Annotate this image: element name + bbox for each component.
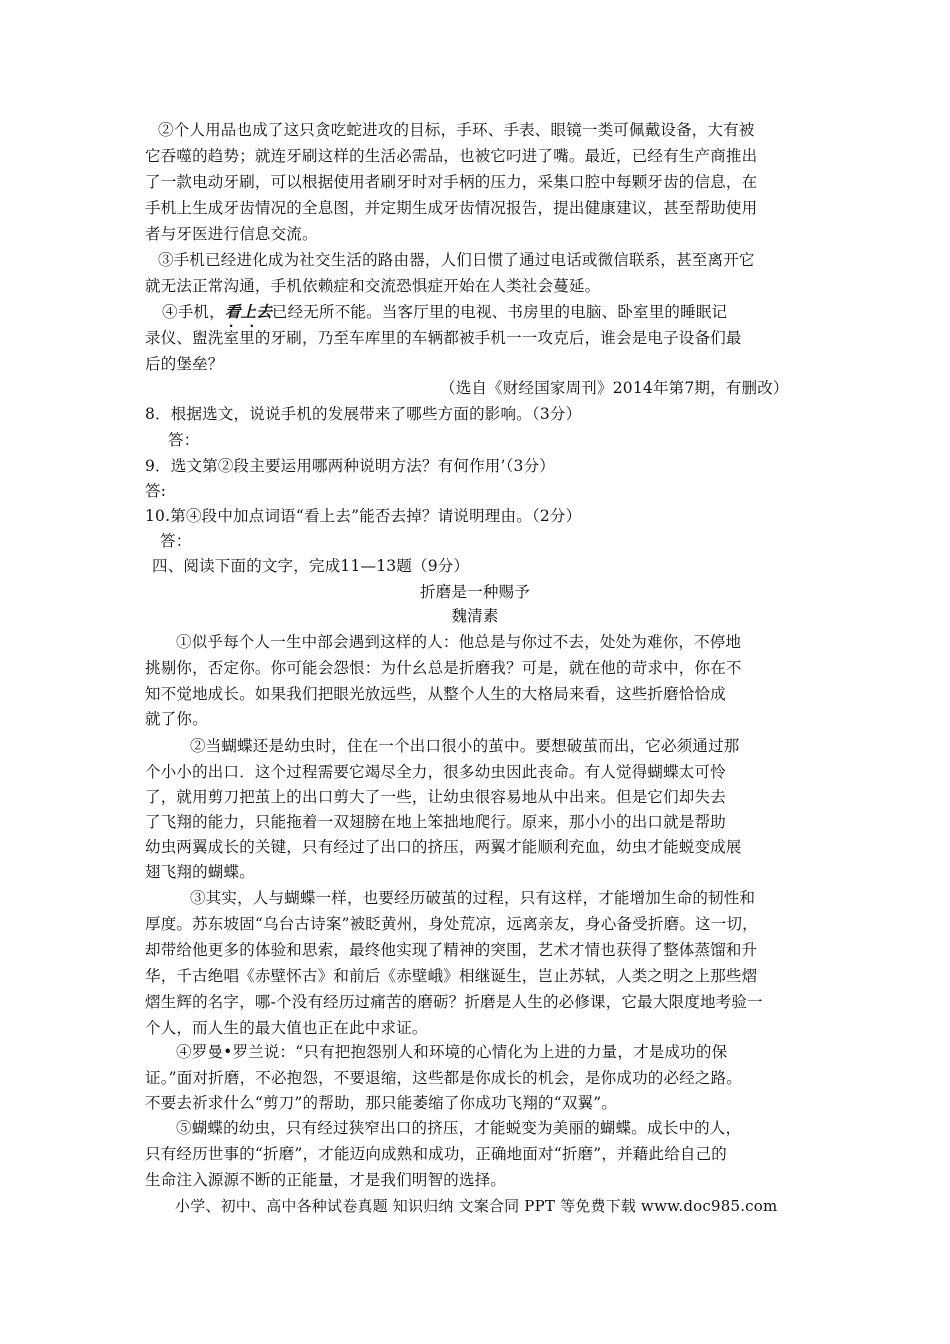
p2-line-2: 它吞噬的趋势；就连牙刷这样的生活必需品，也被它叼进了嘴。最近，已经有生产商推出: [145, 147, 758, 165]
p2-line-5: 者与牙医进行信息交流。: [145, 225, 318, 243]
p4-line-1: [162, 302, 727, 322]
s4-p3-line-6: 个人，而人生的最大值也正在此中求证。: [145, 1019, 428, 1037]
p4-line-2: 录仪、盥洗室里的牙刷，乃至车库里的车辆都被手机一一攻克后，谁会是电子设备们最: [145, 329, 742, 347]
p4-post: 已经无所不能。当客厅里的电视、书房里的电脑、卧室里的睡眠记: [271, 303, 728, 321]
s4-p1-line-2: 挑剔你，否定你。你可能会怨恨：为什幺总是折磨我？可是，就在他的苛求中，你在不: [145, 659, 742, 677]
s4-p1-line-3: 知不觉地成长。如果我们把眼光放远些，从整个人生的大格局来看，这些折磨恰恰成: [145, 685, 726, 703]
source-citation: （选自《财经国家周刊》2014年第7期，有删改）: [440, 379, 789, 397]
footer-text: 小学、初中、高中各种试卷真题 知识归纳 文案合同 PPT 等免费下载 www.doc985.com: [175, 1197, 778, 1215]
s4-p3-line-4: 华，千古绝唱《赤壁怀古》和前后《赤壁峨》相继诞生，岂止苏轼，人类之明之上那些熠: [145, 967, 758, 985]
s4-p5-line-2: 只有经历世事的“折磨”，才能迈向成熟和成功，正确地面对“折磨”，并藉此给自己的: [145, 1145, 727, 1163]
article-title: 折磨是一种赐予: [420, 583, 530, 601]
s4-p2-line-4: 了飞翔的能力，只能拖着一双翅膀在地上笨拙地爬行。原来，那小小的出口就是帮助: [145, 813, 726, 831]
s4-p1-line-1: ①似乎每个人一生中部会遇到这样的人：他总是与你过不去，处处为难你，不停地: [176, 633, 742, 651]
section-heading: 四、阅读下面的文字，完成11—13题（9分）: [152, 557, 470, 575]
p3-line-1: ③手机已经进化成为社交生活的路由器，人们日惯了通过电话或微信联系，甚至离开它: [158, 251, 755, 269]
question-9: 9．选文第②段主要运用哪两种说明方法？有何作用’（3分）: [145, 457, 556, 475]
s4-p4-line-2: 证。”面对折磨，不必抱怨，不要退缩，这些都是你成长的机会，是你成功的必经之路。: [145, 1069, 742, 1087]
answer-10: 答：: [160, 532, 192, 550]
question-10: 10.第④段中加点词语“看上去”能否去掉？请说明理由。（2分）: [145, 507, 582, 525]
s4-p2-line-6: 翅飞翔的蝴蝶。: [145, 863, 255, 881]
p2-line-3: 了一款电动牙刷，可以根据使用者刷牙时对手柄的压力，采集口腔中每颗牙齿的信息，在: [145, 173, 758, 191]
s4-p3-line-3: 却带给他更多的体验和思索，最终他实现了精神的突围，艺术才情也获得了整体蒸馏和升: [145, 941, 758, 959]
s4-p5-line-3: 生命注入源源不断的正能量，才是我们明智的选择。: [145, 1171, 507, 1189]
s4-p1-line-4: 就了你。: [145, 710, 208, 728]
s4-p2-line-3: 了，就用剪刀把茧上的出口剪大了一些，让幼虫很容易地从中出来。但是它们却失去: [145, 788, 726, 806]
p2-line-1: ②个人用品也成了这只贪吃蛇进攻的目标，手环、手表、眼镜一类可佩戴设备，大有被: [158, 121, 755, 139]
answer-9: 答:: [145, 482, 167, 500]
s4-p2-line-5: 幼虫两翼成长的关键，只有经过了出口的挤压，两翼才能顺利充血，幼虫才能蜕变成展: [145, 838, 742, 856]
s4-p2-line-1: ②当蝴蝶还是幼虫时，住在一个出口很小的茧中。要想破茧而出，它必须通过那: [190, 737, 740, 755]
s4-p4-line-1: ④罗曼•罗兰说：“只有把抱怨别人和环境的心情化为上进的力量，才是成功的保: [176, 1043, 728, 1061]
p4-line-3: 后的堡垒？: [145, 355, 224, 373]
s4-p5-line-1: ⑤蝴蝶的幼虫，只有经过狭窄出口的挤压，才能蜕变为美丽的蝴蝶。成长中的人，: [176, 1119, 742, 1137]
article-author: 魏清素: [451, 607, 499, 625]
s4-p3-line-5: 熠生辉的名字，哪-个没有经历过痛苦的磨砺？折磨是人生的必修课，它最大限度地考验一: [145, 993, 763, 1011]
question-8: 8．根据选文，说说手机的发展带来了哪些方面的影响。（3分）: [145, 405, 582, 423]
answer-8: 答：: [168, 431, 200, 449]
emphasized-word: 看上去 · ·: [225, 303, 272, 321]
p2-line-4: 手机上生成牙齿情况的全息图，并定期生成牙齿情况报告，提出健康建议，甚至帮助使用: [145, 199, 758, 217]
p4-pre: ④手机，: [162, 303, 225, 321]
p3-line-2: 就无法正常沟通，手机依赖症和交流恐惧症开始在人类社会蔓延。: [145, 277, 601, 295]
s4-p3-line-1: ③其实，人与蝴蝶一样，也要经历破茧的过程，只有这样，才能增加生命的韧性和: [190, 889, 756, 907]
s4-p4-line-3: 不要去祈求什么“剪刀”的帮助，那只能萎缩了你成功飞翔的“双翼”。: [145, 1094, 618, 1112]
s4-p2-line-2: 个小小的出口．这个过程需要它竭尽全力，很多幼虫因此丧命。有人觉得蝴蝶太可怜: [145, 763, 726, 781]
s4-p3-line-2: 厚度。苏东坡固“乌台古诗案”被眨黄州，身处荒凉，远离亲友，身心备受折磨。这一切，: [145, 915, 758, 933]
